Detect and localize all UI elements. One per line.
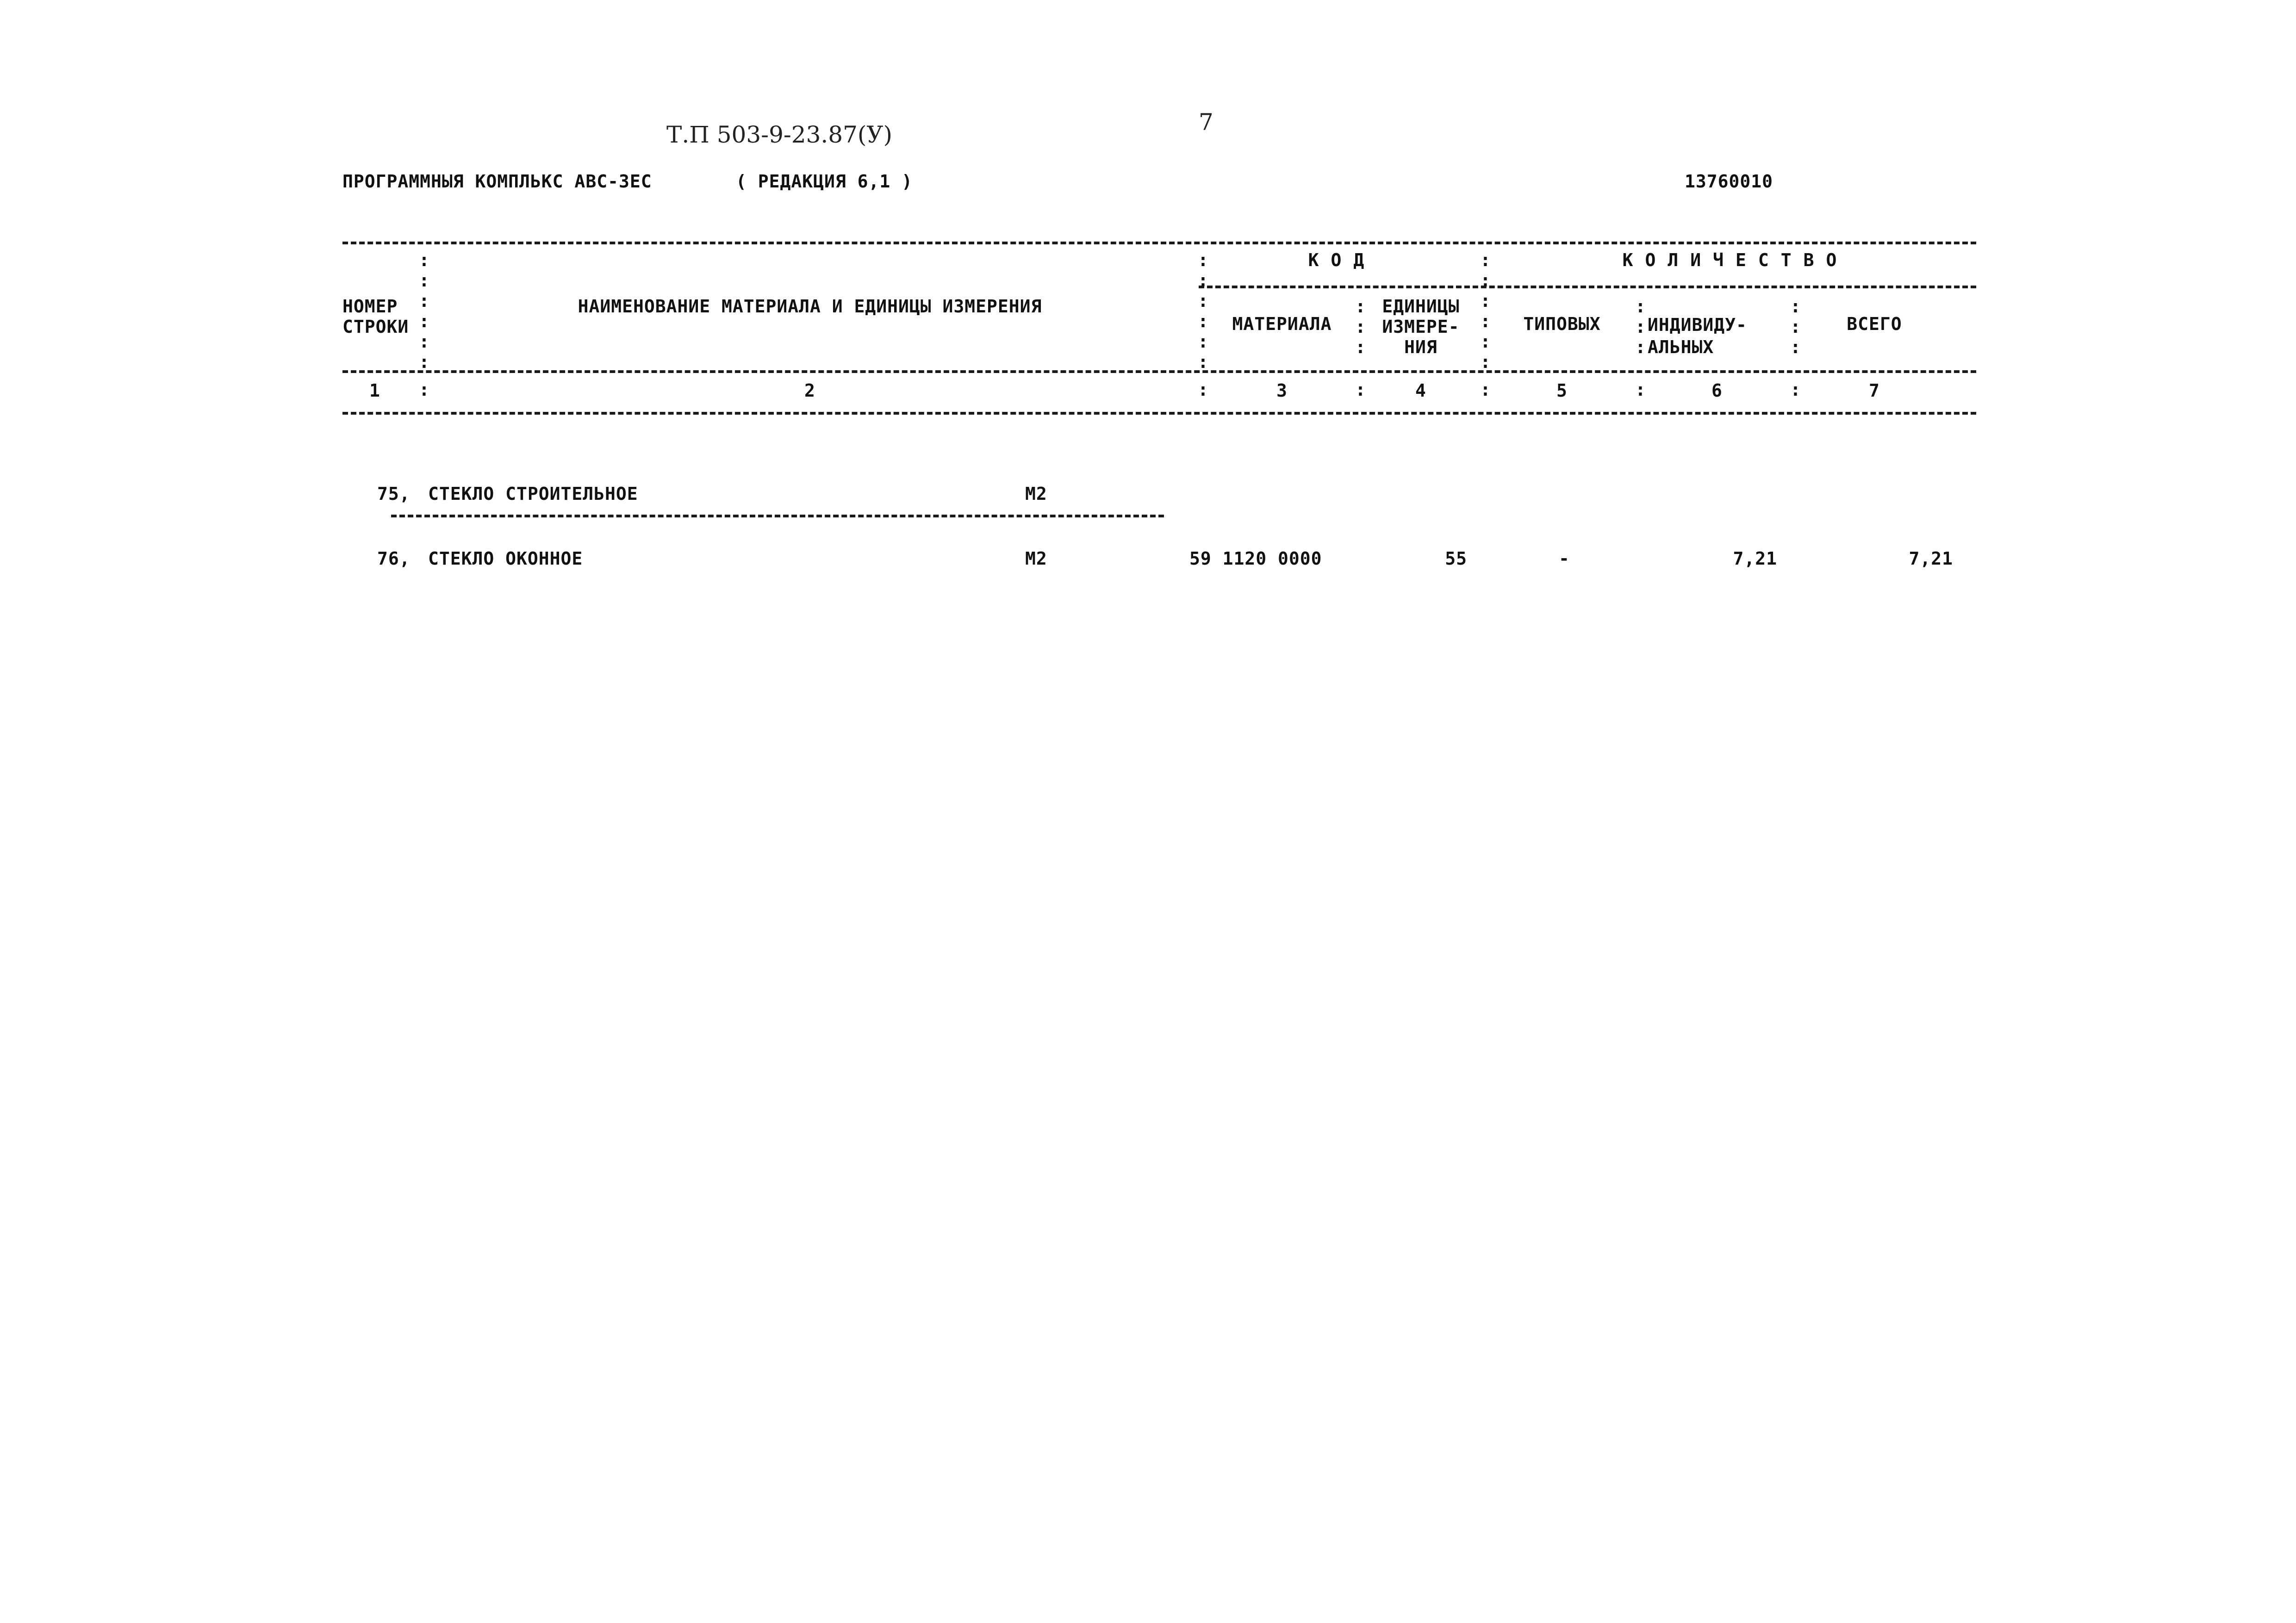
group-underline: [391, 515, 1164, 517]
header-material-name: НАИМЕНОВАНИЕ МАТЕРИАЛА И ЕДИНИЦЫ ИЗМЕРЕНИЯ: [578, 296, 1042, 317]
column-separator: : : : : : :: [419, 250, 429, 372]
column-separator: : : :: [1635, 296, 1646, 357]
header-individual: ИНДИВИДУ- АЛЬНЫХ: [1648, 315, 1747, 357]
column-number: 7: [1869, 380, 1880, 401]
header-quantity-group: КОЛИЧЕСТВО: [1622, 250, 1849, 270]
unit: М2: [1025, 548, 1047, 569]
header-total: ВСЕГО: [1847, 314, 1902, 334]
column-separator: : : : : : :: [1480, 250, 1491, 372]
material-name: СТЕКЛО СТРОИТЕЛЬНОЕ: [428, 484, 638, 504]
header-code-group: КОД: [1308, 250, 1376, 270]
row-number: 76,: [377, 548, 411, 569]
column-number: 2: [804, 380, 815, 401]
row-number: 75,: [377, 484, 411, 504]
column-separator: :: [1355, 379, 1366, 400]
column-number: 3: [1276, 380, 1288, 401]
page-number: 7: [1199, 109, 1213, 136]
header-row-number: НОМЕР СТРОКИ: [342, 296, 409, 337]
program-name: ПРОГРАММНЫЯ КОМПЛЬКС АВС-ЗЕС: [342, 171, 652, 192]
document-id: 13760010: [1685, 171, 1773, 192]
column-number: 4: [1415, 380, 1426, 401]
column-separator: : : :: [1790, 296, 1801, 357]
individual-quantity: 7,21: [1733, 548, 1777, 569]
column-separator: :: [1790, 379, 1801, 400]
column-separator: :: [1480, 379, 1491, 400]
header-bottom-rule: [342, 370, 1976, 373]
column-number: 5: [1556, 380, 1568, 401]
column-separator: :: [1198, 379, 1208, 400]
material-name: СТЕКЛО ОКОННОЕ: [428, 548, 583, 569]
column-separator: : : :: [1355, 296, 1366, 357]
header-unit-code: ЕДИНИЦЫ ИЗМЕРЕ- НИЯ: [1382, 296, 1460, 357]
column-numbers-rule: [342, 412, 1976, 415]
unit: М2: [1025, 484, 1047, 504]
unit-code: 55: [1445, 548, 1467, 569]
column-separator: : : : : : :: [1198, 250, 1208, 372]
column-separator: :: [1635, 379, 1646, 400]
column-separator: :: [419, 379, 429, 400]
header-typical: ТИПОВЫХ: [1523, 314, 1601, 334]
total-quantity: 7,21: [1909, 548, 1953, 569]
typical-quantity: -: [1559, 548, 1570, 569]
edition: ( РЕДАКЦИЯ 6,1 ): [736, 171, 913, 192]
header-material-code: МАТЕРИАЛА: [1232, 314, 1332, 334]
header-group-rule: [1199, 286, 1976, 288]
document-code: Т.П 503-9-23.87(У): [666, 121, 893, 148]
column-number: 6: [1711, 380, 1723, 401]
column-number: 1: [369, 380, 380, 401]
material-code: 59 1120 0000: [1189, 548, 1322, 569]
table-top-rule: [342, 242, 1976, 244]
